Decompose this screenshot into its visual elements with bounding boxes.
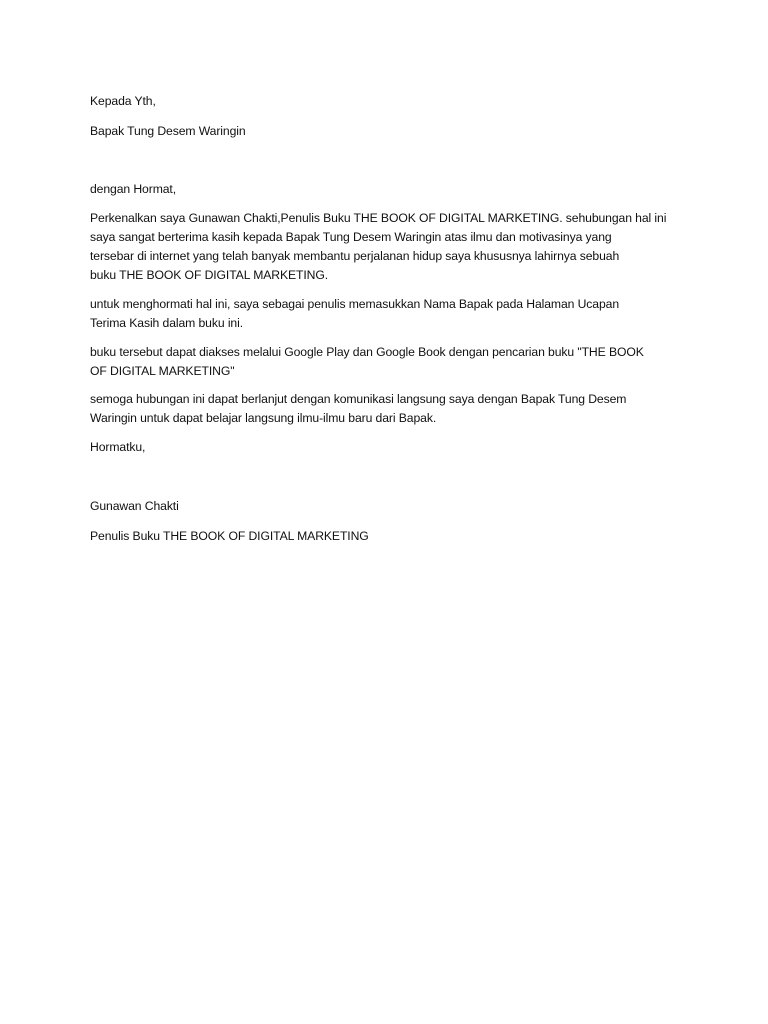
paragraph-line: OF DIGITAL MARKETING" [90,364,235,378]
paragraph-line: Perkenalkan saya Gunawan Chakti,Penulis Buku THE BOOK OF DIGITAL MARKETING. sehubungan hal ini [90,211,667,225]
signer-title: Penulis Buku THE BOOK OF DIGITAL MARKETING [90,529,369,543]
paragraph-line: Terima Kasih dalam buku ini. [90,316,244,330]
paragraph-honor [90,295,680,333]
signer-name: Gunawan Chakti [90,499,179,513]
paragraph-line: untuk menghormati hal ini, saya sebagai penulis memasukkan Nama Bapak pada Halaman Ucapan [90,297,620,311]
paragraph-introduction [90,209,680,285]
paragraph-line: saya sangat berterima kasih kepada Bapak Tung Desem Waringin atas ilmu dan motivasinya yang [90,230,612,244]
paragraph-hope [90,390,680,428]
recipient-name: Bapak Tung Desem Waringin [90,124,246,138]
paragraph-line: buku tersebut dapat diakses melalui Google Play dan Google Book dengan pencarian buku "THE BOOK [90,345,644,359]
paragraph-line: tersebar di internet yang telah banyak membantu perjalanan hidup saya khususnya lahirnya sebuah [90,249,620,263]
paragraph-line: semoga hubungan ini dapat berlanjut dengan komunikasi langsung saya dengan Bapak Tung Desem [90,392,627,406]
paragraph-line: buku THE BOOK OF DIGITAL MARKETING. [90,268,329,282]
paragraph-line: Waringin untuk dapat belajar langsung ilmu-ilmu baru dari Bapak. [90,411,437,425]
closing: Hormatku, [90,440,146,454]
paragraph-access [90,343,680,381]
greeting: dengan Hormat, [90,182,176,196]
salutation: Kepada Yth, [90,94,156,108]
